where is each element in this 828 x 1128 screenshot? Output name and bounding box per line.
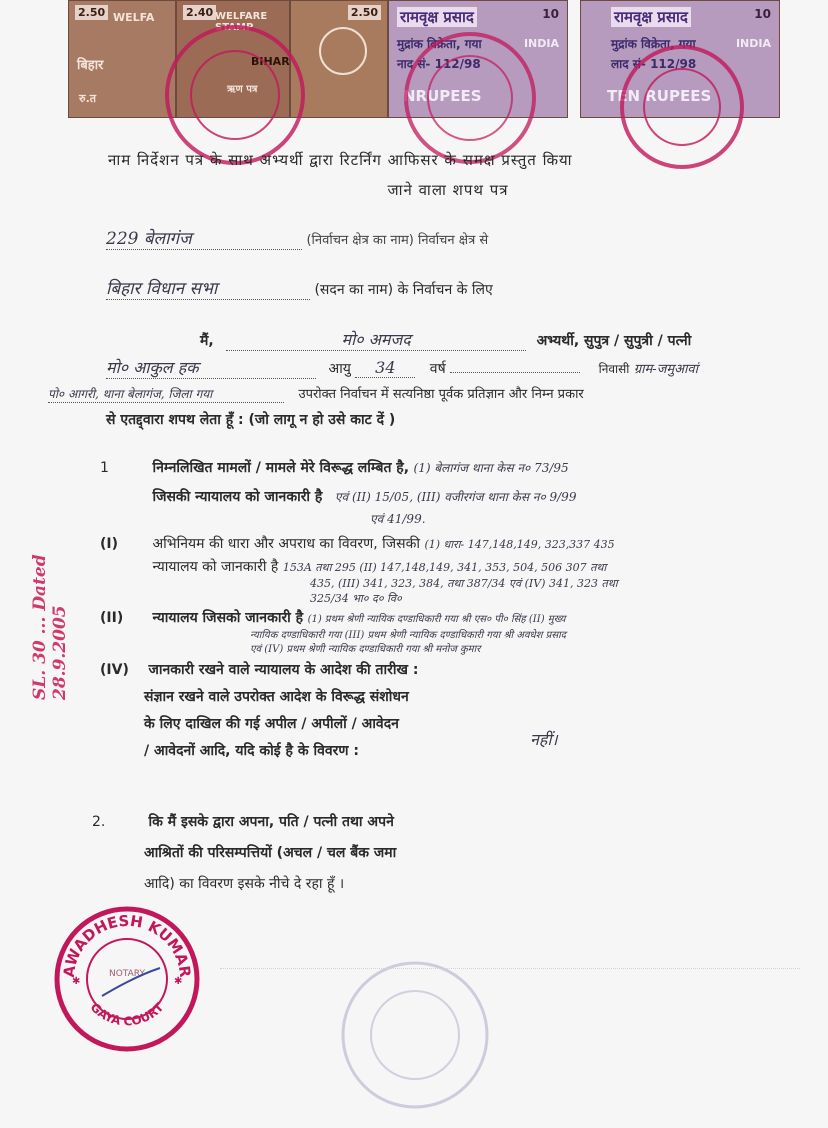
sub-item-iv-number: (IV) [100, 662, 129, 678]
stamp-country: INDIA [735, 37, 771, 50]
sub-item-ii [100, 608, 810, 655]
sub-item-iv-text-4: / आवेदनों आदि, यदि कोई है के विवरण : [144, 743, 359, 759]
item-1-case-1: (1) बेलागंज थाना केस न० 73/95 [413, 461, 569, 475]
house-row [106, 276, 493, 300]
stamp-value: 10 [754, 7, 771, 21]
candidate-address: पो० आगरी, थाना बेलागंज, जिला गया [48, 385, 284, 403]
sub-item-i-sections-2: 153A तथा 295 (II) 147,148,149, 341, 353, 504, 506 307 तथा [282, 561, 607, 574]
title-line-1: नाम निर्देशन पत्र के साथ अभ्यर्थी द्वारा रिटर्निंग आफिसर के समक्ष प्रस्तुत किया [108, 151, 573, 169]
seal-place: GAYA COURT [87, 1000, 167, 1029]
resident-village: ग्राम-जमुआवां [633, 362, 698, 377]
item-1-case-3: एवं 41/99. [370, 512, 426, 526]
stamp-state: BIHAR [251, 55, 290, 68]
oath-line-4: से एतद्द्वारा शपथ लेता हूँ : (जो लागू न हो उसे काट दें ) [106, 412, 396, 428]
item-2-text-3: आदि) का विवरण इसके नीचे दे रहा हूँ । [144, 876, 345, 892]
sub-item-iv-answer: नहीं। [530, 730, 558, 749]
sub-item-iv-text-1: जानकारी रखने वाले न्यायालय के आदेश की तारीख : [148, 662, 419, 678]
stamp-label: WELFARE STAMP [215, 11, 268, 33]
sub-item-i-sections-3: 435, (III) 341, 323, 384, तथा 387/34 एवं (IV) 341, 323 तथा [310, 577, 618, 590]
item-1-case-2: एवं (II) 15/05, (III) वजीरगंज थाना केस न० 9/99 [334, 490, 577, 504]
stamp-value: 10 [542, 7, 559, 21]
stamp-country: INDIA [523, 37, 559, 50]
constituency-name: 229 बेलागंज [106, 226, 302, 250]
oath-tail: उपरोक्त निर्वाचन में सत्यनिष्ठा पूर्वक प्रतिज्ञान और निम्न प्रकार [298, 387, 584, 402]
sub-item-iv [100, 660, 660, 760]
notary-seal-graphic [52, 904, 202, 1054]
sub-item-i-sections-1: (1) धारा- 147,148,149, 323,337 435 [424, 538, 615, 551]
sub-item-ii-text: न्यायालय जिसको जानकारी है [152, 610, 304, 626]
sub-item-ii-number: (II) [100, 610, 124, 626]
vendor-place: मुद्रांक विक्रेता, गया [611, 37, 696, 51]
seal-star-left: ✱ [72, 976, 81, 987]
stamp-label: WELFA [113, 11, 155, 24]
stamp-emblem [319, 27, 367, 75]
sub-item-iv-text-2: संज्ञान रखने वाले उपरोक्त आदेश के विरूद्ध संशोधन [144, 689, 409, 705]
license-no: लाद सं- 112/98 [611, 57, 697, 71]
stamp-bottom: रु.त [79, 92, 97, 105]
sub-item-i-sections-4: 325/34 भा० द० वि० [310, 592, 402, 605]
stamp-state: बिहार [77, 58, 104, 73]
item-2 [92, 812, 552, 893]
constituency-label: (निर्वाचन क्षेत्र का नाम) निर्वाचन क्षेत्र से [306, 233, 489, 248]
title-line-2: जाने वाला शपथ पत्र [387, 181, 509, 199]
house-name: बिहार विधान सभा [106, 276, 310, 300]
vendor-place: मुद्रांक विक्रेता, गया [397, 37, 482, 51]
sub-item-i-number: (I) [100, 536, 119, 552]
item-1-text: निम्नलिखित मामलों / मामले मेरे विरूद्ध लम्बित है, [152, 460, 410, 476]
oath-line-3 [48, 384, 788, 403]
stamp-bottom: ऋण पत्र [227, 84, 258, 95]
stamp-value: 2.50 [348, 5, 381, 20]
notary-seal-top-mid [395, 28, 545, 168]
vendor-name: रामवृक्ष प्रसाद [611, 7, 691, 27]
father-name: मो० आकुल हक [106, 356, 316, 379]
sub-item-iv-text-3: के लिए दाखिल की गई अपील / अपीलों / आवेदन [144, 716, 399, 732]
side-register-note [30, 460, 70, 700]
oath-i: मैं, [200, 333, 214, 349]
vendor-name: रामवृक्ष प्रसाद [397, 7, 477, 27]
oath-line-1 [200, 328, 780, 351]
stamp-bottom: TEN RUPEES [607, 87, 712, 105]
sub-item-ii-court-2: न्यायिक दण्डाधिकारी गया (III) प्रथम श्रेणी न्यायिक दण्डाधिकारी गया श्री अवधेश प्रसाद [250, 630, 566, 641]
blank-dots [450, 372, 580, 373]
item-2-text-1: कि मैं इसके द्वारा अपना, पति / पत्नी तथा अपने [148, 814, 394, 830]
sub-item-ii-court-3: एवं (IV) प्रथम श्रेणी न्यायिक दण्डाधिकारी गया श्री मनोज कुमार [250, 644, 481, 655]
item-1 [100, 458, 800, 527]
age-label: आयु [328, 361, 351, 377]
years-label: वर्ष [429, 361, 446, 377]
oath-line-2 [106, 356, 786, 379]
notary-seal-top-left [160, 20, 310, 170]
sub-item-i-text: अभिनियम की धारा और अपराध का विवरण, जिसकी [152, 536, 421, 552]
notary-seal-bottom [52, 904, 202, 1054]
sub-item-i-text-2: न्यायालय को जानकारी है [152, 559, 279, 575]
sub-item-i [100, 534, 810, 606]
document-title [108, 150, 788, 200]
svg-text:GAYA COURT [88, 1000, 167, 1029]
candidate-name: मो० अमजद [226, 328, 526, 351]
item-2-text-2: आश्रितों की परिसम्पत्तियों (अचल / चल बैंक जमा [144, 845, 397, 861]
stamp-value: 2.40 [183, 5, 216, 20]
item-1-text-2: जिसकी न्यायालय को जानकारी है [152, 489, 323, 505]
item-1-number: 1 [100, 460, 109, 476]
license-no: नाद सं- 112/98 [397, 57, 481, 71]
seal-name: AWADHESH KUMAR [59, 911, 195, 979]
age-value: 34 [355, 358, 415, 378]
constituency-row [106, 226, 488, 250]
faint-divider [220, 968, 800, 969]
faint-round-stamp [330, 955, 500, 1115]
seal-star-right: ✱ [174, 976, 183, 987]
sub-item-ii-court-1: (1) प्रथम श्रेणी न्यायिक दण्डाधिकारी गया श्री एस० पी० सिंह (II) मुख्य [307, 614, 566, 625]
side-note-text: SL. 30 ... Dated 28.9.2005 [30, 554, 70, 700]
candidate-relation-label: अभ्यर्थी, सुपुत्र / सुपुत्री / पत्नी [536, 333, 692, 349]
stamp-value: 2.50 [75, 5, 108, 20]
resident-label: निवासी [598, 362, 630, 376]
house-label: (सदन का नाम) के निर्वाचन के लिए [314, 282, 493, 298]
stamp-bottom: NRUPEES [403, 87, 482, 105]
item-2-number: 2. [92, 814, 106, 830]
seal-role: NOTARY [109, 969, 145, 979]
